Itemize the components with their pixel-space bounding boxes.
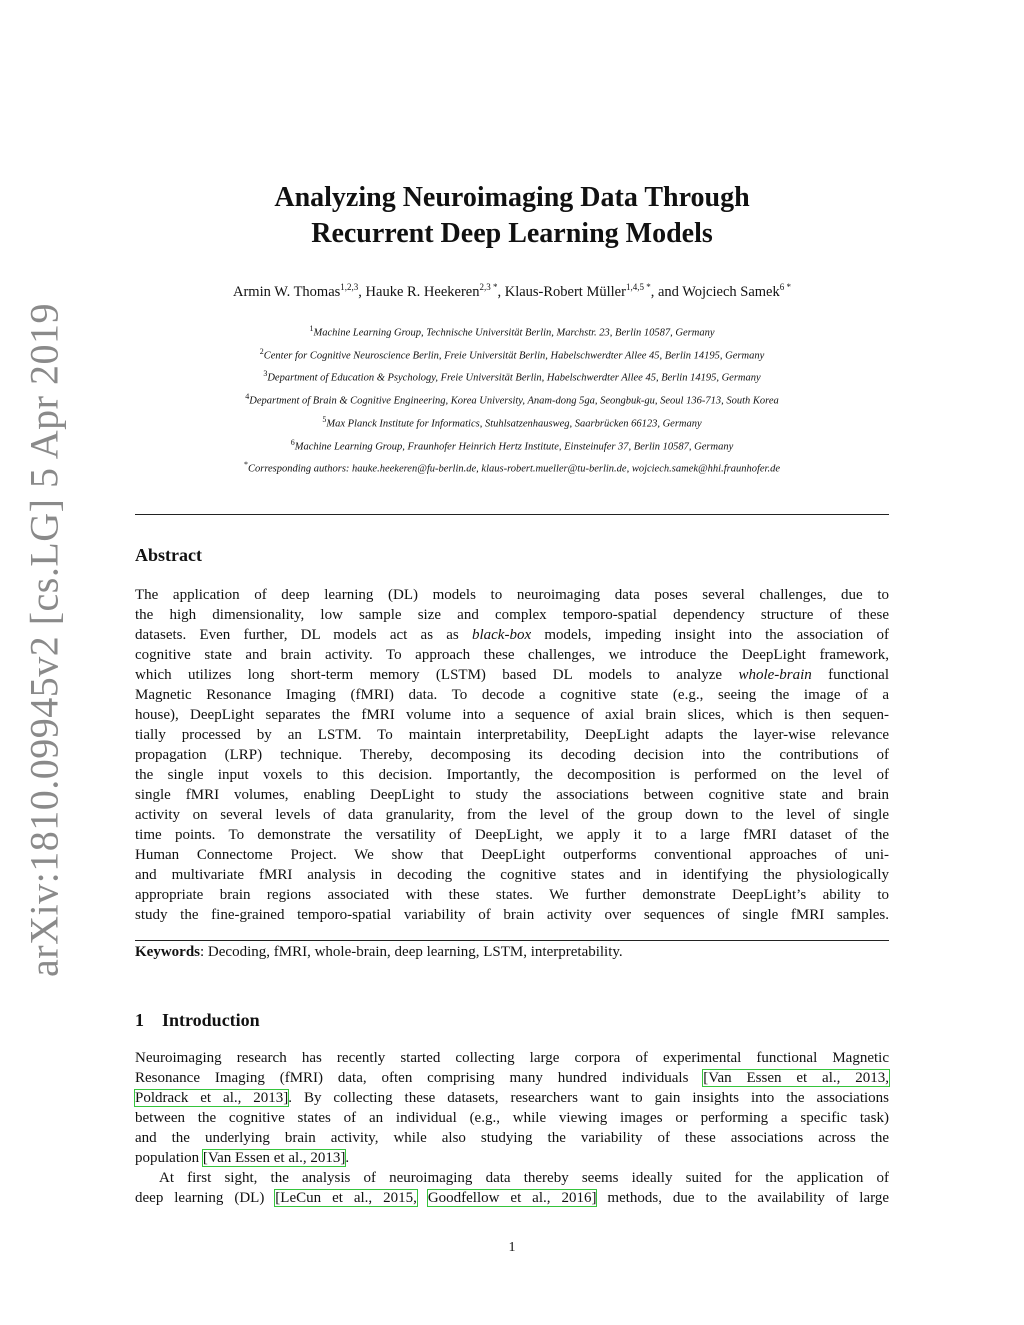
affiliation-text: Department of Brain & Cognitive Engineering, Korea University, Anam-dong 5ga, Seongbuk-gu, Seoul 136-713, South Korea [249,395,779,407]
title-line-1: Analyzing Neuroimaging Data Through [274,182,750,213]
section-heading-introduction [135,1010,260,1031]
citation-link[interactable]: [Van Essen et al., 2013] [202,1150,346,1166]
affiliation-row [0,320,1024,343]
abstract-text: models, impeding insight into the association of [531,627,889,643]
affiliation-text: Center for Cognitive Neuroscience Berlin, Freie Universität Berlin, Habelschwerdter Allee 45, Berlin 14195, Germany [263,350,765,362]
abstract-emphasis: whole-brain [738,667,812,683]
intro-text: . [345,1150,350,1166]
abstract-line: Human Connectome Project. We show that DeepLight outperforms conventional approaches of uni- [135,847,889,863]
abstract-line: the single input voxels to this decision. Importantly, the decomposition is performed on the level of [135,767,889,783]
paper-title [0,180,1024,252]
abstract-line [135,625,889,645]
intro-line [135,1068,889,1088]
affiliation-text: Machine Learning Group, Technische Universität Berlin, Marchstr. 23, Berlin 10587, Germany [313,327,715,339]
section-number: 1 [135,1010,144,1030]
title-line-2: Recurrent Deep Learning Models [311,218,713,249]
affiliation-row [0,411,1024,434]
abstract-line: propagation (LRP) technique. Thereby, decomposing its decoding decision into the contributions of [135,747,889,763]
intro-text: Resonance Imaging (fMRI) data, often comprising many hundred individuals [135,1070,704,1086]
introduction-body [135,1048,889,1208]
author-name: Klaus-Robert Müller [504,283,626,300]
author-name: Armin W. Thomas [233,283,341,300]
affiliation-text: Machine Learning Group, Fraunhofer Heinrich Hertz Institute, Einsteinufer 37, Berlin 10587, Germany [294,441,734,453]
abstract-text: functional [811,667,889,683]
citation-link[interactable]: Goodfellow et al., 2016] [427,1190,597,1206]
abstract-line: activity on several levels of data granularity, from the level of the group down to the level of single [135,807,889,823]
affiliation-mark: 2 [259,346,264,356]
keywords-line [135,944,623,961]
abstract-emphasis: black-box [471,627,532,643]
affiliation-text: Corresponding authors: hauke.heekeren@fu-berlin.de, klaus-robert.mueller@tu-berlin.de, wojciech.samek@hhi.fraunhofer.de [247,463,780,475]
abstract-line: time points. To demonstrate the versatility of DeepLight, we apply it to a large fMRI dataset of the [135,827,889,843]
arxiv-identifier-stamp[interactable]: arXiv:1810.09945v2 [cs.LG] 5 Apr 2019 [21,303,67,977]
abstract-line: The application of deep learning (DL) models to neuroimaging data poses several challenges, due to [135,587,889,603]
abstract-top-rule [135,514,889,515]
citation-link[interactable]: Poldrack et al., 2013] [135,1090,289,1106]
affiliation-mark: 5 [322,414,327,424]
abstract-text: datasets. Even further, DL models act as as [135,627,472,643]
author-separator: , [358,283,366,300]
page-number: 1 [508,1240,516,1255]
citation-link[interactable]: [LeCun et al., 2015, [275,1190,417,1206]
author-affil-sup: 1,4,5 * [625,282,651,292]
abstract-line: appropriate brain regions associated with these states. We further demonstrate DeepLight’s ability to [135,887,889,903]
author-name: Wojciech Samek [682,283,780,300]
abstract-text: which utilizes long short-term memory (LSTM) based DL models to analyze [135,667,739,683]
affiliation-mark: 1 [309,324,314,333]
abstract-line: and multivariate fMRI analysis in decoding the cognitive states and in identifying the physiologically [135,867,889,883]
corresponding-authors-row [0,456,1024,479]
intro-line: At first sight, the analysis of neuroimaging data thereby seems ideally suited for the application of [159,1170,889,1186]
affiliation-row [0,343,1024,366]
intro-line: between the cognitive states of an individual (e.g., while viewing images or performing a specific task) [135,1110,889,1126]
intro-line: and the underlying brain activity, while also studying the variability of these associations across the [135,1130,889,1146]
affiliation-row [0,365,1024,388]
affiliation-row [0,434,1024,457]
affiliation-list [0,320,1024,479]
intro-text: methods, due to the availability of large [596,1190,889,1206]
affiliation-mark: 6 [290,437,295,447]
author-separator: , [497,283,505,300]
abstract-line: tially processed by an LSTM. To maintain interpretability, DeepLight adapts the layer-wise relevance [135,727,889,743]
keywords-label: Keywords [135,944,200,960]
affiliation-mark: * [243,460,248,470]
affiliation-row [0,388,1024,411]
intro-text: . By collecting these datasets, researchers want to gain insights into the associations [288,1090,889,1106]
intro-line [135,1148,889,1168]
abstract-line [135,665,889,685]
author-affil-sup: 1,2,3 [340,282,359,292]
intro-text: deep learning (DL) [135,1190,276,1206]
abstract-line: study the fine-grained temporo-spatial variability of brain activity over sequences of single fMRI samples. [135,907,889,923]
keywords-text: : Decoding, fMRI, whole-brain, deep learning, LSTM, interpretability. [200,944,623,960]
abstract-line: house), DeepLight separates the fMRI volume into a sequence of axial brain slices, which is then sequen- [135,707,889,723]
abstract-heading: Abstract [135,545,202,565]
abstract-line: Magnetic Resonance Imaging (fMRI) data. To decode a cognitive state (e.g., seeing the image of a [135,687,889,703]
citation-link[interactable]: [Van Essen et al., 2013, [703,1070,889,1086]
abstract-bottom-rule [135,940,889,941]
affiliation-text: Department of Education & Psychology, Freie Universität Berlin, Habelschwerdter Allee 45, Berlin 14195, Germany [267,372,761,384]
abstract-line: cognitive state and brain activity. To approach these challenges, we introduce the DeepLight framework, [135,647,889,663]
author-affil-sup: 6 * [779,282,791,292]
author-affil-sup: 2,3 * [479,282,498,292]
abstract-line: the high dimensionality, low sample size and complex temporo-spatial dependency structure of these [135,607,889,623]
abstract-body [135,585,889,925]
intro-text: population [135,1150,203,1166]
affiliation-mark: 3 [263,369,268,379]
intro-line: Neuroimaging research has recently started collecting large corpora of experimental functional Magnetic [135,1050,889,1066]
intro-line [135,1188,889,1208]
author-list [0,282,1024,301]
author-name: Hauke R. Heekeren [365,283,480,300]
author-separator: , and [650,283,683,300]
affiliation-mark: 4 [245,392,250,402]
intro-line [135,1088,889,1108]
section-title: Introduction [162,1010,260,1030]
affiliation-text: Max Planck Institute for Informatics, Stuhlsatzenhausweg, Saarbrücken 66123, Germany [326,418,702,430]
abstract-line: single fMRI volumes, enabling DeepLight to study the associations between cognitive state and brain [135,787,889,803]
